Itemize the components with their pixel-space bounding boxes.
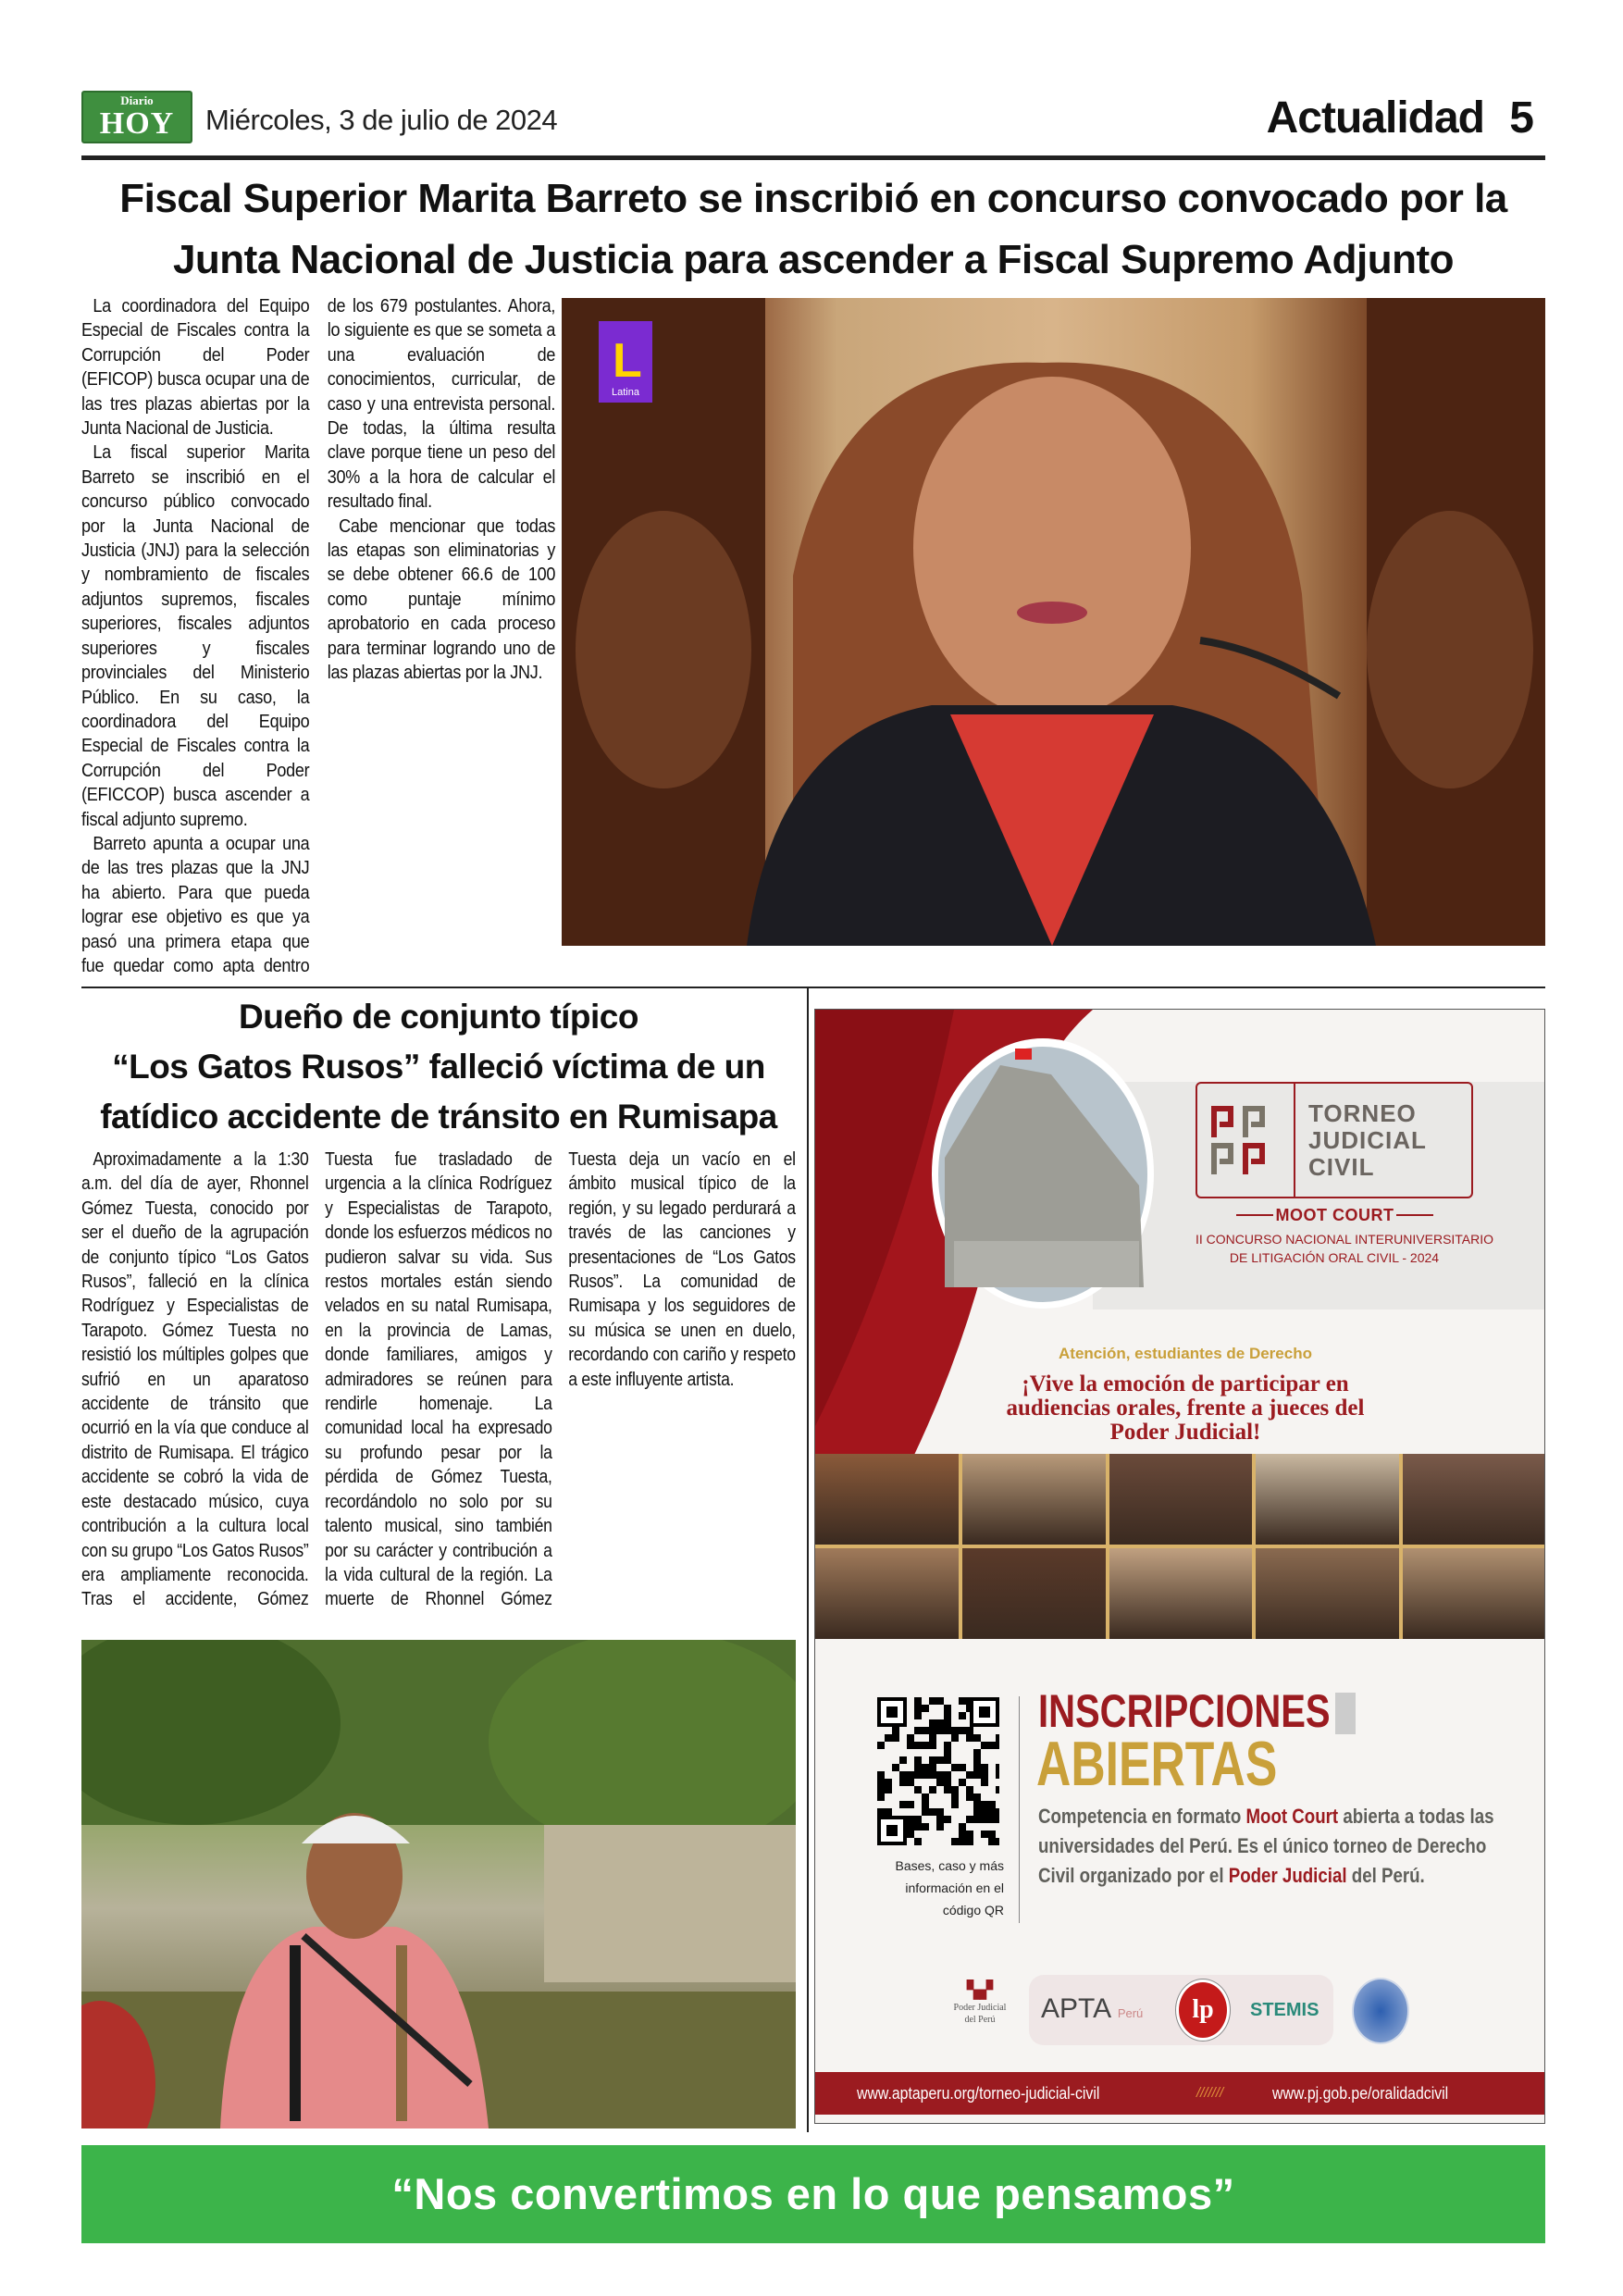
logo-main-text: HOY xyxy=(99,106,175,141)
abiertas-title: ABIERTAS xyxy=(1036,1729,1278,1799)
ad-subtitle xyxy=(1196,1230,1494,1267)
headline-line: ¡Vive la emoción de participar en xyxy=(1022,1371,1349,1396)
caption-line: información en el xyxy=(905,1880,1004,1895)
svg-text:L: L xyxy=(613,334,642,388)
inscripciones-title: INSCRIPCIONES xyxy=(1038,1685,1331,1737)
sponsor-seal-icon xyxy=(1352,1978,1409,2044)
headline-line: Dueño de conjunto típico xyxy=(239,998,638,1036)
hearing-photo xyxy=(815,1454,959,1545)
header-rule xyxy=(81,155,1545,160)
headline-line: Junta Nacional de Justicia para ascender a Fiscal Supremo Adjunto xyxy=(172,237,1455,282)
logo-title-line: CIVIL xyxy=(1308,1153,1375,1181)
musician-photo xyxy=(81,1640,796,2128)
desc-highlight: Moot Court xyxy=(1245,1805,1339,1828)
sponsor-text: del Perú xyxy=(964,2015,996,2025)
section-title: Actualidad xyxy=(1266,93,1484,143)
ad-headline xyxy=(963,1372,1407,1445)
article2-headline xyxy=(81,992,796,1142)
headline-line: fatídico accidente de tránsito en Rumisapa xyxy=(100,1098,777,1136)
torneo-logo xyxy=(1196,1082,1473,1198)
logo-title xyxy=(1308,1100,1427,1181)
logo-title-line: TORNEO xyxy=(1308,1099,1417,1127)
article1-photo xyxy=(562,298,1545,946)
newspaper-logo xyxy=(81,91,192,143)
headline-line: audiencias orales, frente a jueces del xyxy=(1006,1396,1365,1421)
logo-title-line: JUDICIAL xyxy=(1308,1126,1427,1154)
pj-small-logo-icon: ▚▞ xyxy=(967,1980,993,1999)
headline-line: Poder Judicial! xyxy=(1109,1420,1261,1445)
hearing-photo xyxy=(1109,1454,1253,1545)
issue-date: Miércoles, 3 de julio de 2024 xyxy=(205,104,558,136)
logo-top-text: Diario xyxy=(120,93,154,107)
paragraph: Barreto apunta a ocupar una de las tres plazas que la JNJ ha abierto. Para que pueda lograr ese objetivo es que ya pasó una primera etapa que fue quedar como apta dentro de los 679 postulantes. Ahora, lo siguiente es que se someta a una evaluación de conocimientos, curricular, de caso y una entrevista personal. De todas, la última resulta clave porque tiene un peso del 30% a la hora de calcular el resultado final. xyxy=(81,295,556,976)
article2-body xyxy=(81,1148,796,1636)
hearing-photo xyxy=(962,1548,1106,1639)
hearing-photo xyxy=(815,1548,959,1639)
headline-line: Fiscal Superior Marita Barreto se inscribió en concurso convocado por la xyxy=(119,176,1507,221)
sponsor-stemis: STEMIS xyxy=(1250,2000,1319,2020)
url-apta-link[interactable]: www.aptaperu.org/torneo-judicial-civil xyxy=(857,2084,1100,2103)
sponsor-apta xyxy=(1041,1991,1143,2032)
desc-text: abierta a todas las universidades del Perú. Es el único torneo de Derecho Civil organizado por el xyxy=(1038,1805,1494,1887)
latina-badge: Latina xyxy=(612,387,639,398)
desc-text: Competencia en formato xyxy=(1038,1805,1246,1828)
ad-description xyxy=(1038,1802,1510,1891)
article1-body xyxy=(81,294,555,979)
article1-headline xyxy=(81,168,1545,291)
hearing-photo xyxy=(1256,1454,1399,1545)
quote-banner: “Nos convertimos en lo que pensamos” xyxy=(81,2145,1545,2243)
page-number: 5 xyxy=(1509,93,1534,143)
headline-line: “Los Gatos Rusos” falleció víctima de un xyxy=(112,1048,765,1086)
sponsor-text: APTA xyxy=(1041,1993,1110,2024)
moot-court-label: MOOT COURT xyxy=(1275,1206,1394,1224)
section-divider xyxy=(81,987,1545,988)
sponsor-text: Perú xyxy=(1117,2006,1144,2020)
desc-highlight: Poder Judicial xyxy=(1228,1864,1347,1887)
hearing-photo xyxy=(1256,1548,1399,1639)
caption-line: Bases, caso y más xyxy=(895,1858,1004,1873)
hearing-photo xyxy=(1109,1548,1253,1639)
paragraph: La coordinadora del Equipo Especial de Fiscales contra la Corrupción del Poder (EFICOP) busca ocupar una de las tres plazas abiertas por la Junta Nacional de Justicia. xyxy=(81,295,310,440)
desc-text: del Perú. xyxy=(1346,1864,1425,1887)
ad-footer xyxy=(815,2072,1545,2115)
torneo-judicial-civil-ad xyxy=(814,1009,1545,2124)
hearing-photo xyxy=(1403,1548,1545,1639)
qr-code[interactable] xyxy=(877,1697,999,1845)
sponsor-poder-judicial xyxy=(935,1978,1024,2026)
woman-speaking-photo xyxy=(562,298,1545,946)
sponsor-text: Poder Judicial xyxy=(953,2003,1007,2013)
column-divider xyxy=(807,987,809,2132)
paragraph: Aproximadamente a la 1:30 a.m. del día de ayer, Rhonnel Gómez Tuesta, conocido por ser el dueño de la agrupación de conjunto típico “Los Gatos Rusos”, falleció en la clínica Rodríguez y Especialistas de Tarapoto. Gómez Tuesta no resistió los múltiples golpes que sufrió en un aparatoso accidente de tránsito que ocurrió en la vía que conduce al distrito de Rumisapa. El trágico accidente se cobró la vida de este destacado músico, cuya contribución a la cultura local con su grupo “Los Gatos Rusos” era ampliamente reconocida. Tras el accidente, Gómez Tuesta fue trasladado de urgencia a la clínica Rodríguez y Especialistas de Tarapoto, donde los esfuerzos médicos no pudieron salvar su vida. Sus restos mortales están siendo velados en su natal Rumisapa, en la provincia de Lamas, donde familiares, amigos y admiradores se reúnen para rendirle homenaje. La comunidad local ha expresado su profundo pesar por la pérdida de Gómez Tuesta, recordándolo no solo por su talento musical, sino también por su carácter y contribución a la vida cultural de la región. La muerte de Rhonnel Gómez Tuesta deja un vacío en el ámbito musical típico de la región, y su legado perdurará a través de las canciones y presentaciones de “Los Gatos Rusos”. La comunidad de Rumisapa y los seguidores de su música se unen en duelo, recordando con cariño y respeto a este influyente artista. xyxy=(81,1149,796,1610)
paragraph: Cabe mencionar que todas las etapas son eliminatorias y se debe obtener 66.6 de 100 como puntaje mínimo aprobatorio en cada proceso para terminar logrando uno de las plazas abiertas por la JNJ. xyxy=(327,515,556,684)
sponsor-lp: lp xyxy=(1176,1980,1230,2041)
ad-attention: Atención, estudiantes de Derecho xyxy=(1059,1345,1312,1362)
caption-line: código QR xyxy=(942,1903,1004,1917)
paragraph: La fiscal superior Marita Barreto se inscribió en el concurso público convocado por la Junta Nacional de Justicia (JNJ) para la selección y nombramiento de fiscales adjuntos supremos, fiscales superiores, fiscales adjuntos superiores y fiscales provinciales del Ministerio Público. En su caso, la coordinadora del Equipo Especial de Fiscales contra la Corrupción del Poder (EFICCOP) busca ascender a fiscal adjunto supremo. xyxy=(81,441,310,830)
subtitle-line: II CONCURSO NACIONAL INTERUNIVERSITARIO xyxy=(1196,1232,1494,1247)
url-separator: /////// xyxy=(1196,2085,1224,2101)
qr-caption xyxy=(852,1855,1004,1921)
article2-photo xyxy=(81,1640,796,2128)
hearing-photo xyxy=(1403,1454,1545,1545)
url-pj-link[interactable]: www.pj.gob.pe/oralidadcivil xyxy=(1272,2084,1449,2103)
hearing-photo xyxy=(962,1454,1106,1545)
hearing-photos-strip xyxy=(815,1454,1545,1639)
subtitle-line: DE LITIGACIÓN ORAL CIVIL - 2024 xyxy=(1229,1250,1440,1265)
pj-logo-icon xyxy=(1210,1104,1275,1178)
